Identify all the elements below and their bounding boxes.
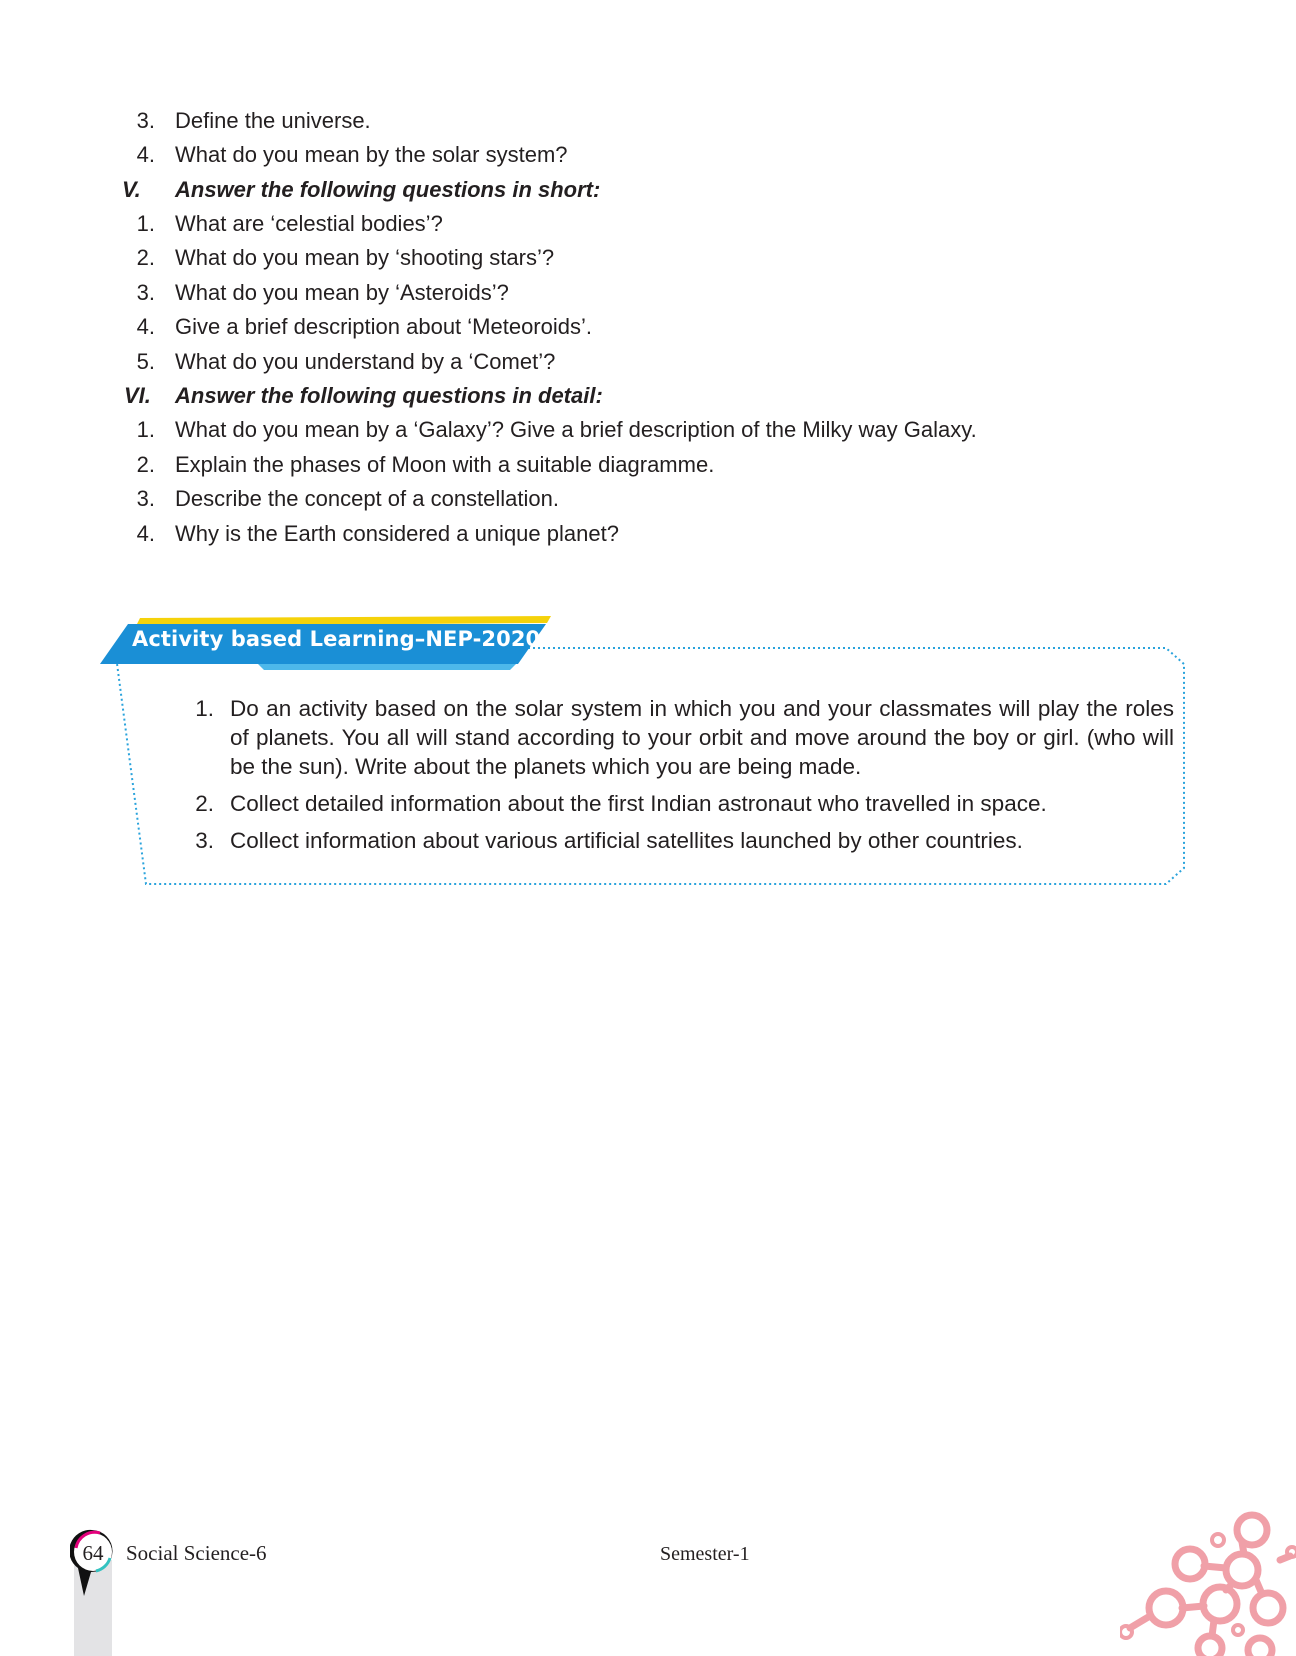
question-text: Explain the phases of Moon with a suitable diagramme. [175, 452, 715, 477]
activity-text: Collect information about various artificial satellites launched by other countries. [230, 828, 1023, 853]
question-text: Define the universe. [175, 108, 371, 133]
activity-number: 1. [195, 696, 214, 721]
question-text: What do you mean by a ‘Galaxy’? Give a brief description of the Milky way Galaxy. [175, 417, 977, 442]
question-text: What do you mean by the solar system? [175, 142, 568, 167]
question-number: 1. [136, 211, 155, 236]
question-number: 5. [136, 349, 155, 374]
activity-text: Do an activity based on the solar system in which you and your classmates will play the roles of planets. You all will stand according to your orbit and move around the boy or girl. (who will be the sun). Write about the planets which you are being made. [230, 696, 1174, 779]
activity-number: 3. [195, 828, 214, 853]
question-text: What do you mean by ‘Asteroids’? [175, 280, 509, 305]
question-number: 4. [136, 314, 155, 339]
activity-list [174, 694, 1174, 863]
activity-number: 2. [195, 791, 214, 816]
question-number: 3. [136, 108, 155, 133]
activity-title: Activity based Learning–NEP-2020 [132, 627, 541, 651]
question-number: 4. [136, 142, 155, 167]
question-number: 2. [136, 452, 155, 477]
question-number: 3. [136, 486, 155, 511]
question-number: 1. [136, 417, 155, 442]
question-text: Describe the concept of a constellation. [175, 486, 560, 511]
question-number: 2. [136, 245, 155, 270]
activity-item [174, 694, 1174, 781]
page-number: 64 [82, 1541, 104, 1565]
activity-text: Collect detailed information about the first Indian astronaut who travelled in space. [230, 791, 1047, 816]
molecule-decoration-icon [1120, 1500, 1296, 1656]
semester-label: Semester-1 [660, 1543, 750, 1565]
question-text: Give a brief description about ‘Meteoroids’. [175, 314, 592, 339]
section-heading-text: Answer the following questions in detail: [175, 383, 603, 408]
section-heading-text: Answer the following questions in short: [175, 177, 601, 202]
question-text: What are ‘celestial bodies’? [175, 211, 443, 236]
book-title: Social Science-6 [126, 1541, 267, 1565]
question-number: 3. [136, 280, 155, 305]
section-number: VI. [124, 383, 151, 408]
activity-item [174, 789, 1174, 818]
question-text: What do you understand by a ‘Comet’? [175, 349, 556, 374]
activity-item [174, 826, 1174, 855]
activity-box [98, 612, 1188, 892]
question-number: 4. [136, 521, 155, 546]
question-text: Why is the Earth considered a unique planet? [175, 521, 619, 546]
question-text: What do you mean by ‘shooting stars’? [175, 245, 555, 270]
section-number: V. [122, 177, 141, 202]
